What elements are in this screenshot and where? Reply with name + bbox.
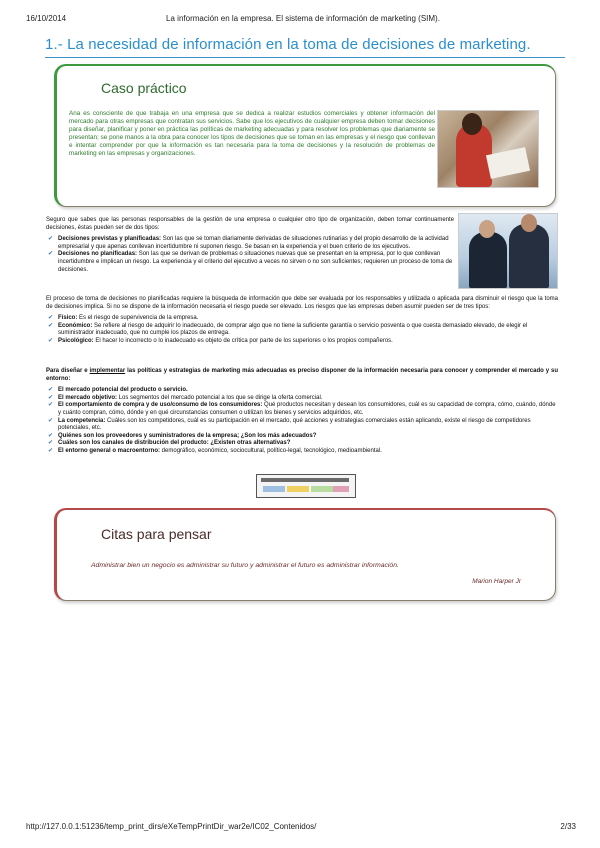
check-icon: ✔	[48, 315, 54, 322]
check-icon: ✔	[48, 236, 54, 243]
list-item: ✔ El mercado objetivo: Los segmentos del mercado potencial a los que se dirige la oferta comercial.	[48, 394, 323, 401]
caso-practico-text: Ana es consciente de que trabaja en una empresa que se dedica a realizar estudios comerciales y obtener información del mercado para otras empresas que contratan sus servicios. Sabe que los ejecutivos de cualquier empresa deben tomar decisiones para diseñar, planificar y poner en práctica las políticas de marketing adecuadas y para resolver los problemas que diariamente se presentan; se pone manos a la obra para conocer los tipos de decisiones que se toman en las empresas y el riesgo que conllevan e intentar comprender por que la información es tan necesaria para la toma de decisiones y la resolución de problemas de marketing en las empresas y organizaciones.	[69, 110, 435, 157]
quote-text: Administrar bien un negocio es administrar su futuro y administrar el futuro es administrar información.	[91, 562, 399, 569]
risks-section	[46, 296, 558, 346]
businessmen-photo	[458, 213, 558, 289]
decisions-section	[46, 217, 454, 274]
list-item: ✔ Físico: Es el riesgo de supervivencia de la empresa.	[48, 315, 199, 322]
check-icon: ✔	[48, 322, 54, 329]
list-item: ✔ El mercado potencial del producto o servicio.	[48, 387, 188, 394]
list-item: ✔ El comportamiento de compra y de uso/consumo de los consumidores: Qué productos necesitan y desean los consumidores, cuál es su capacidad de compra, cómo, cuándo, dónde y cuánto compran, cómo, dónde y en qué circunstancias consumen o utilizan los bienes y servicios adquiridos, etc.	[48, 402, 556, 416]
check-icon: ✔	[48, 402, 54, 409]
woman-reading-photo	[437, 110, 539, 188]
check-icon: ✔	[48, 387, 54, 394]
list-item: ✔ Decisiones no planificadas: Son las que se derivan de problemas o situaciones nuevas que se presentan en la empresa, por lo que conllevan incertidumbre e implican un riesgo. La experiencia y el criterio del ejecutivo a veces no sirven o no son suficientes; requieren un proceso de toma de decisiones.	[48, 251, 453, 273]
footer-url: http://127.0.0.1:51236/temp_print_dirs/eXeTempPrintDir_war2e/IC02_Contenidos/	[26, 822, 317, 831]
process-paragraph: El proceso de toma de decisiones no planificadas requiere la búsqueda de información que debe ser evaluada por los responsables y utilizada o aplicada para disminuir el riesgo que la toma de decisiones implica. Si no se dispone de la información necesaria el riesgo puede ser elevado. Los riesgos que las empresas deben asumir pueden ser de tres tipos:	[46, 296, 558, 310]
citas-title: Citas para pensar	[101, 526, 212, 542]
market-list	[46, 387, 558, 455]
quote-author: Marion Harper Jr	[472, 578, 521, 585]
list-item: ✔ Quiénes son los proveedores y suministradores de la empresa; ¿Son los más adecuados?	[48, 432, 317, 439]
check-icon: ✔	[48, 417, 54, 424]
print-title: La información en la empresa. El sistema de información de marketing (SIM).	[166, 14, 440, 23]
section-heading: 1.- La necesidad de información en la toma de decisiones de marketing.	[45, 36, 565, 58]
check-icon: ✔	[48, 447, 54, 454]
intro-paragraph: Seguro que sabes que las personas responsables de la gestión de una empresa o cualquier otro tipo de organización, deben tomar continuamente decisiones, éstas pueden ser de dos tipos:	[46, 217, 454, 231]
citas-box	[54, 508, 556, 601]
list-item: ✔ Psicológico: El hacer lo incorrecto o lo inadecuado es objeto de crítica por parte de los superiores o los propios compañeros.	[48, 337, 393, 344]
caso-practico-title: Caso práctico	[101, 80, 187, 96]
implementar-link[interactable]: implementar	[89, 368, 126, 374]
check-icon: ✔	[48, 337, 54, 344]
list-item: ✔ Decisiones previstas y planificadas: Son las que se toman diariamente derivadas de situaciones rutinarias y del propio desarrollo de la actividad empresarial y que apenas conllevan incertidumbre ni suponen riesgo. Se basan en la experiencia y el buen criterio de los ejecutivos.	[48, 236, 449, 250]
print-footer	[26, 822, 576, 831]
check-icon: ✔	[48, 432, 54, 439]
list-item: ✔ Cuáles son los canales de distribución del producto: ¿Existen otras alternativas?	[48, 440, 291, 447]
check-icon: ✔	[48, 394, 54, 401]
check-icon: ✔	[48, 251, 54, 258]
print-date: 16/10/2014	[26, 14, 67, 23]
decision-types-list	[46, 236, 454, 274]
list-item: ✔ El entorno general o macroentorno: demográfico, económico, sociocultural, político-legal, tecnológico, medioambiental.	[48, 447, 382, 454]
list-item: ✔ Económico: Se refiere al riesgo de adquirir lo inadecuado, de comprar algo que no tiene la suficiente garantía o servicio posventa o que cuesta demasiado elevado, de elegir el suministrador inadecuado, que no cumple los plazos de entrega.	[48, 322, 528, 337]
market-section	[46, 368, 558, 456]
design-paragraph: Para diseñar e implementar las políticas y estrategias de marketing más adecuadas es preciso disponer de la información necesaria para conocer y comprender el mercado y su entorno:	[46, 368, 558, 382]
check-icon: ✔	[48, 440, 54, 447]
list-item: ✔ La competencia: Cuáles son los competidores, cuál es su participación en el mercado, qué acciones y estrategias comerciales están aplicando, existe el riesgo de competidores potenciales, etc.	[48, 417, 531, 432]
risks-list	[46, 315, 558, 345]
process-diagram-thumbnail[interactable]	[256, 474, 356, 498]
page-number: 2/33	[560, 822, 576, 831]
caso-practico-box	[54, 64, 556, 207]
